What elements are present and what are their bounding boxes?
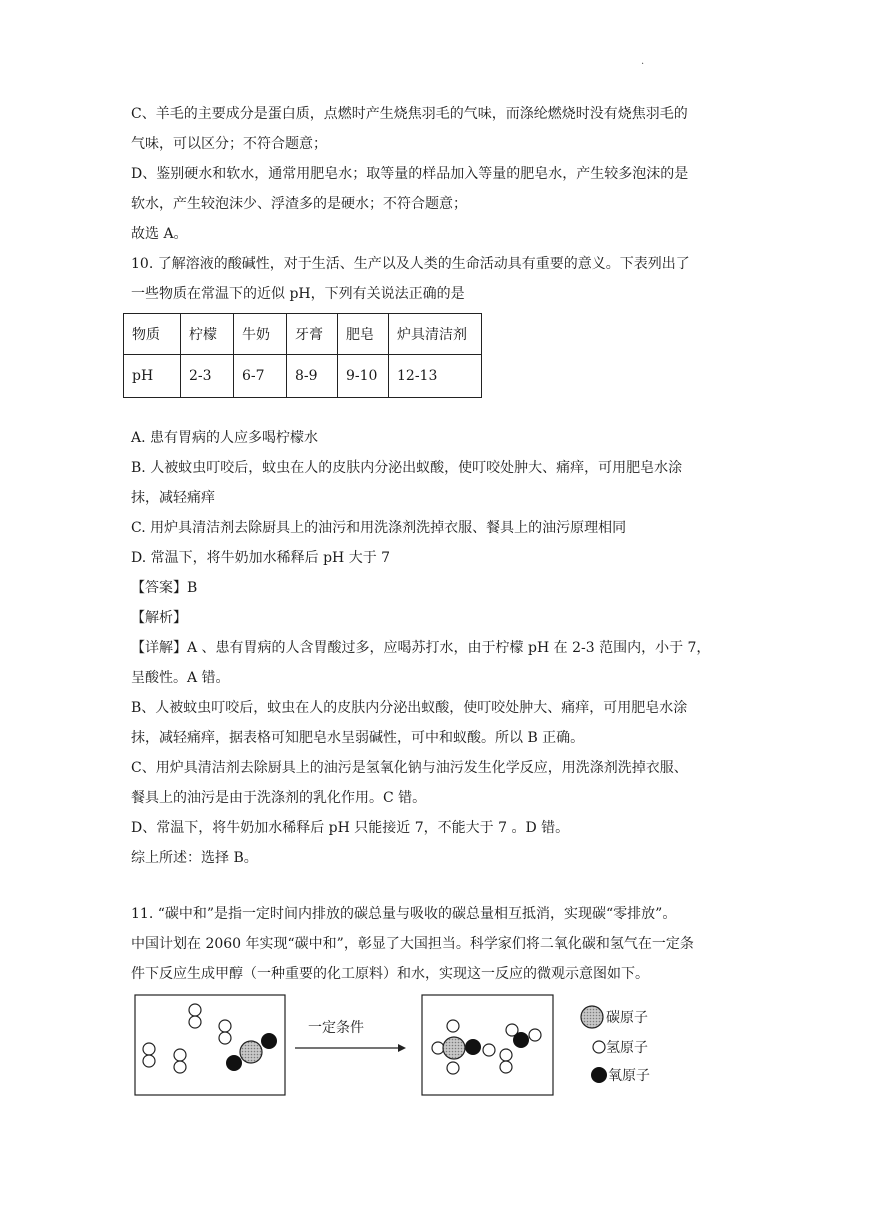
table-cell: 柠檬 [181,314,234,355]
legend-oxygen [591,1067,650,1084]
legend-carbon [581,1006,648,1028]
detail-line: 呈酸性。A 错。 [131,670,230,686]
arrow-label: 一定条件 [308,1020,364,1036]
legend-label: 氢原子 [606,1040,648,1056]
water-molecule [506,1024,541,1048]
detail-line: B、人被蚊虫叮咬后，蚊虫在人的皮肤内分泌出蚁酸，使叮咬处肿大、痛痒，可用肥皂水涂 [131,700,688,716]
option-b: 抹，减轻痛痒 [131,490,215,506]
option-d: D. 常温下，将牛奶加水稀释后 pH 大于 7 [131,550,391,566]
table-cell: 6-7 [234,355,287,398]
option-b: B. 人被蚊虫叮咬后，蚊虫在人的皮肤内分泌出蚁酸，使叮咬处肿大、痛痒，可用肥皂水涂 [131,460,683,476]
detail-line: 餐具上的油污是由于洗涤剂的乳化作用。C 错。 [131,790,427,806]
text-line: C、羊毛的主要成分是蛋白质，点燃时产生烧焦羽毛的气味，而涤纶燃烧时没有烧焦羽毛的 [131,106,688,122]
page-marker: . [641,56,645,67]
arrow-head [398,1044,406,1052]
ph-table [123,313,482,398]
table-cell: 物质 [124,314,181,355]
option-c: C. 用炉具清洁剂去除厨具上的油污和用洗涤剂洗掉衣服、餐具上的油污原理相同 [131,520,627,536]
table-cell: 炉具清洁剂 [389,314,482,355]
legend-label: 氧原子 [608,1068,650,1084]
hydrogen-atom-icon [593,1041,605,1053]
methanol-molecule [432,1020,495,1074]
text-line: 气味，可以区分；不符合题意； [131,136,327,152]
table-row [124,314,482,355]
table-cell: 8-9 [287,355,338,398]
hydrogen-molecule [174,1049,186,1073]
carbon-atom-icon [581,1006,603,1028]
table-cell: 牙膏 [287,314,338,355]
hydrogen-molecule [500,1049,512,1073]
table-row [124,355,482,398]
text-line: 故选 A。 [131,226,188,242]
text-line: 软水，产生较泡沫少、浮渣多的是硬水；不符合题意； [131,196,467,212]
question-11-stem: 11. “碳中和”是指一定时间内排放的碳总量与吸收的碳总量相互抵消，实现碳“零排放”。 [131,906,677,922]
question-10-stem: 一些物质在常温下的近似 pH，下列有关说法正确的是 [131,286,465,302]
text-line: D、鉴别硬水和软水，通常用肥皂水；取等量的样品加入等量的肥皂水，产生较多泡沫的是 [131,166,689,182]
question-10-stem: 10. 了解溶液的酸碱性，对于生活、生产以及人类的生命活动具有重要的意义。下表列出了 [131,256,690,272]
detail-line: 抹，减轻痛痒，据表格可知肥皂水呈弱碱性，可中和蚁酸。所以 B 正确。 [131,730,585,746]
legend-hydrogen [593,1040,648,1056]
detail-line: D、常温下，将牛奶加水稀释后 pH 只能接近 7，不能大于 7 。D 错。 [131,820,570,836]
table-cell: 12-13 [389,355,482,398]
answer: 【答案】B [131,580,198,596]
question-11-stem: 件下反应生成甲醇（一种重要的化工原料）和水，实现这一反应的微观示意图如下。 [131,966,649,982]
hydrogen-molecule [189,1004,201,1028]
table-cell: 9-10 [338,355,389,398]
table-cell: 肥皂 [338,314,389,355]
table-cell: 牛奶 [234,314,287,355]
reaction-diagram [130,990,670,1100]
detail-line: C、用炉具清洁剂去除厨具上的油污是氢氧化钠与油污发生化学反应，用洗涤剂洗掉衣服、 [131,760,688,776]
question-11-stem: 中国计划在 2060 年实现“碳中和”，彰显了大国担当。科学家们将二氧化碳和氢气在一定条 [131,936,694,952]
analysis-heading: 【解析】 [131,610,187,626]
hydrogen-molecule [219,1020,231,1044]
option-a: A. 患有胃病的人应多喝柠檬水 [131,430,319,446]
table-cell: pH [124,355,181,398]
table-cell: 2-3 [181,355,234,398]
hydrogen-molecule [143,1043,155,1067]
carbon-dioxide-molecule [226,1033,277,1071]
oxygen-atom-icon [591,1067,607,1083]
legend-label: 碳原子 [606,1010,648,1026]
detail-line: 【详解】A 、患有胃病的人含胃酸过多，应喝苏打水，由于柠檬 pH 在 2-3 范围内，小于 7， [131,640,711,656]
detail-line: 综上所述：选择 B。 [131,850,258,866]
